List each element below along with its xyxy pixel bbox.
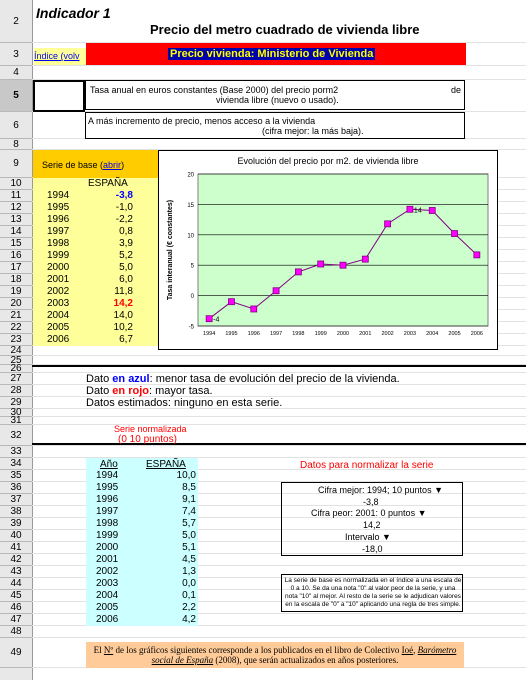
base-year: 2006 <box>47 334 70 345</box>
row-number[interactable]: 19 <box>0 286 32 298</box>
best-value: -3,8 <box>363 497 379 507</box>
normalized-year: 2000 <box>96 542 119 553</box>
description-de: de <box>451 85 462 95</box>
row-number[interactable]: 22 <box>0 322 32 334</box>
row-number[interactable]: 38 <box>0 506 32 518</box>
row-number[interactable]: 2 <box>0 0 32 43</box>
row-number[interactable]: 8 <box>0 139 32 150</box>
table-row <box>33 238 163 250</box>
base-year: 2002 <box>47 286 70 297</box>
base-value: 0,8 <box>119 226 133 237</box>
row-number[interactable]: 5 <box>0 80 32 112</box>
normalized-year: 2001 <box>96 554 119 565</box>
data-point <box>273 288 279 294</box>
grid-line <box>32 637 526 638</box>
row-number[interactable]: 43 <box>0 566 32 578</box>
data-point <box>429 207 435 213</box>
normalized-value: 2,2 <box>182 602 196 613</box>
row-number[interactable]: 27 <box>0 373 32 385</box>
chart-title: Evolución del precio por m2. de vivienda libre <box>237 156 419 166</box>
base-value: 5,2 <box>119 250 133 261</box>
row-number[interactable]: 48 <box>0 626 32 638</box>
best-label: Cifra mejor: 1994; 10 puntos ▼ <box>318 485 444 495</box>
row-number[interactable]: 14 <box>0 226 32 238</box>
row-number[interactable]: 24 <box>0 346 32 356</box>
x-tick-label: 2006 <box>470 331 483 337</box>
selected-cell[interactable] <box>33 80 85 112</box>
row-number[interactable]: 11 <box>0 190 32 202</box>
x-tick-label: 2002 <box>381 331 394 337</box>
normalized-value: 5,0 <box>182 530 196 541</box>
row-number[interactable]: 4 <box>0 66 32 80</box>
row-number[interactable]: 13 <box>0 214 32 226</box>
x-tick-label: 1995 <box>225 331 238 337</box>
base-value: -3,8 <box>115 190 133 201</box>
table-row <box>86 482 198 494</box>
normalized-year: 1998 <box>96 518 119 529</box>
base-year: 2000 <box>47 262 70 273</box>
y-tick-label: 0 <box>190 294 194 301</box>
row-number[interactable]: 39 <box>0 518 32 530</box>
table-row <box>33 310 163 322</box>
normalized-value: 1,3 <box>182 566 196 577</box>
base-year: 1999 <box>47 250 70 261</box>
data-label: -4 <box>213 316 220 324</box>
normalized-value: 7,4 <box>182 506 196 517</box>
grid-line <box>32 65 526 66</box>
table-row <box>33 298 163 310</box>
row-number[interactable]: 42 <box>0 554 32 566</box>
x-tick-label: 1999 <box>314 331 327 337</box>
description-line1: Tasa anual en euros constantes (Base 2000) del precio porm2 <box>90 85 339 95</box>
note-red: Dato en rojo: mayor tasa. <box>86 385 213 397</box>
row-number[interactable]: 46 <box>0 602 32 614</box>
row-number[interactable]: 32 <box>0 425 32 446</box>
base-year: 1995 <box>47 202 70 213</box>
table-row <box>33 286 163 298</box>
normalized-year: 2002 <box>96 566 119 577</box>
worst-dropdown-icon[interactable]: ▼ <box>417 508 427 518</box>
table-row <box>33 274 163 286</box>
data-point <box>295 269 301 275</box>
row-number[interactable]: 45 <box>0 590 32 602</box>
row-number[interactable]: 25 <box>0 356 32 365</box>
normalized-year: 2004 <box>96 590 119 601</box>
base-year: 2004 <box>47 310 70 321</box>
y-axis-label: Tasa interanual (€ constantes) <box>167 199 174 301</box>
normalized-value: 5,1 <box>182 542 196 553</box>
table-row <box>86 518 198 530</box>
normalized-value: 10,0 <box>176 470 196 481</box>
normalized-year: 1994 <box>96 470 119 481</box>
row-number[interactable]: 6 <box>0 112 32 139</box>
footer-note: El Nº de los gráficos siguientes corresponde a los publicados en el libro de Colectivo Ioé, Barómetro social de España (2008), que serán actualizados en años posteriores. <box>86 642 464 668</box>
table-row <box>86 554 198 566</box>
data-point <box>452 231 458 237</box>
normalize-panel-title: Datos para normalizar la serie <box>300 460 434 471</box>
normalized-value: 9,1 <box>182 494 196 505</box>
row-number[interactable]: 18 <box>0 274 32 286</box>
row-number[interactable]: 33 <box>0 446 32 458</box>
data-point <box>251 306 257 312</box>
normalized-year: 2005 <box>96 602 119 613</box>
row-number[interactable]: 41 <box>0 542 32 554</box>
table-row <box>33 190 163 202</box>
row-number[interactable]: 20 <box>0 298 32 310</box>
table-row <box>33 250 163 262</box>
normalized-value: 4,5 <box>182 554 196 565</box>
base-value: -2,2 <box>115 214 133 225</box>
normalized-value: 0,0 <box>182 578 196 589</box>
table-row <box>33 334 163 346</box>
normalized-value: 4,2 <box>182 614 196 625</box>
index-link[interactable]: Índice (volv <box>34 48 86 65</box>
data-point <box>474 252 480 258</box>
best-dropdown-icon[interactable]: ▼ <box>434 485 444 495</box>
y-tick-label: 20 <box>187 172 194 179</box>
table-row <box>86 530 198 542</box>
note-line2: (cifra mejor: la más baja). <box>262 126 364 136</box>
row-number[interactable]: 26 <box>0 365 32 373</box>
worst-value: 14,2 <box>363 520 381 530</box>
interval-dropdown-icon[interactable]: ▼ <box>382 532 391 542</box>
row-number[interactable]: 31 <box>0 417 32 425</box>
table-row <box>33 262 163 274</box>
note-blue: Dato en azul: menor tasa de evolución del precio de la vivienda. <box>86 373 400 385</box>
table-row <box>86 506 198 518</box>
base-year: 1997 <box>47 226 70 237</box>
base-series-label: Serie de base (abrir) <box>42 160 125 170</box>
table-row <box>86 470 198 482</box>
base-value: 14,2 <box>113 298 133 309</box>
x-tick-label: 2003 <box>403 331 417 337</box>
data-point <box>340 262 346 268</box>
normalized-year: 1995 <box>96 482 119 493</box>
x-tick-label: 1997 <box>269 331 283 337</box>
grid-line <box>32 445 526 446</box>
normalized-col-year: Año <box>100 459 118 470</box>
base-year: 2003 <box>47 298 70 309</box>
description-line2: vivienda libre (nuevo o usado). <box>216 95 339 105</box>
base-value: 14,0 <box>113 310 133 321</box>
base-col-espana: ESPAÑA <box>88 178 128 189</box>
row-number[interactable]: 28 <box>0 385 32 397</box>
base-value: 3,9 <box>119 238 133 249</box>
note-line1: A más incremento de precio, menos acceso a la vivienda <box>88 116 316 126</box>
row-number[interactable]: 40 <box>0 530 32 542</box>
table-row <box>86 578 198 590</box>
data-point <box>385 221 391 227</box>
separator-bottom <box>32 443 526 445</box>
normalized-year: 1999 <box>96 530 119 541</box>
base-value: 10,2 <box>113 322 133 333</box>
sheet-title: Indicador 1 <box>36 5 111 21</box>
base-value: 5,0 <box>119 262 133 273</box>
data-point <box>206 316 212 322</box>
table-row <box>86 602 198 614</box>
table-row <box>33 226 163 238</box>
base-year: 2005 <box>47 322 70 333</box>
separator-top <box>32 365 526 367</box>
table-row <box>86 494 198 506</box>
price-chart <box>158 150 498 350</box>
normalized-value: 5,7 <box>182 518 196 529</box>
row-number[interactable]: 34 <box>0 458 32 470</box>
row-number[interactable]: 17 <box>0 262 32 274</box>
table-row <box>33 322 163 334</box>
row-number[interactable]: 35 <box>0 470 32 482</box>
y-tick-label: -5 <box>188 324 194 331</box>
data-point <box>318 261 324 267</box>
x-tick-label: 1996 <box>247 331 260 337</box>
x-tick-label: 1998 <box>292 331 305 337</box>
base-value: 6,0 <box>119 274 133 285</box>
row-number[interactable]: 36 <box>0 482 32 494</box>
y-tick-label: 15 <box>187 202 194 209</box>
grid-line <box>32 416 526 417</box>
row-number[interactable]: 16 <box>0 250 32 262</box>
row-number[interactable]: 15 <box>0 238 32 250</box>
data-label: 14 <box>413 207 422 215</box>
row-number[interactable]: 23 <box>0 334 32 346</box>
normalized-year: 2003 <box>96 578 119 589</box>
data-point <box>228 299 234 305</box>
banner-text: Precio vivienda: Ministerio de Vivienda <box>170 48 374 60</box>
data-point <box>362 256 368 262</box>
row-number[interactable]: 37 <box>0 494 32 506</box>
x-tick-label: 2004 <box>426 331 439 337</box>
row-number[interactable]: 9 <box>0 150 32 178</box>
note-estimated: Datos estimados: ninguno en esta serie. <box>86 397 283 409</box>
row-number[interactable]: 44 <box>0 578 32 590</box>
interval-label: Intervalo ▼ <box>345 532 391 542</box>
x-tick-label: 2001 <box>359 331 372 337</box>
base-year: 1996 <box>47 214 70 225</box>
row-number[interactable]: 47 <box>0 614 32 626</box>
data-point <box>407 206 413 212</box>
table-row <box>86 590 198 602</box>
row-number[interactable]: 21 <box>0 310 32 322</box>
normalized-value: 8,5 <box>182 482 196 493</box>
base-value: -1,0 <box>115 202 133 213</box>
normalized-value: 0,1 <box>182 590 196 601</box>
x-tick-label: 2005 <box>448 331 461 337</box>
row-number[interactable]: 10 <box>0 178 32 190</box>
y-tick-label: 10 <box>187 233 194 240</box>
x-tick-label: 1994 <box>203 331 216 337</box>
base-value: 11,8 <box>114 286 133 297</box>
explanation-text: La serie de base es normalizada en el índice a una escala de 0 a 10. Se da una nota "0" al valor peor de la serie, y una nota "10" al mejor. Al resto de la serie se le adjudican valores en la escala de "0" a "10" aplicando una regla de tres simple. <box>284 577 462 608</box>
table-row <box>33 202 163 214</box>
grid-line <box>32 424 526 425</box>
table-row <box>86 542 198 554</box>
row-number[interactable]: 49 <box>0 638 32 668</box>
y-tick-label: 5 <box>190 263 194 270</box>
x-tick-label: 2000 <box>336 331 350 337</box>
row-number[interactable]: 29 <box>0 397 32 409</box>
base-year: 1998 <box>47 238 70 249</box>
worst-label: Cifra peor: 2001: 0 puntos ▼ <box>311 508 427 518</box>
grid-line <box>32 355 526 356</box>
base-value: 6,7 <box>119 334 133 345</box>
table-row <box>33 214 163 226</box>
base-year: 1994 <box>47 190 70 201</box>
plot-area <box>198 174 488 326</box>
table-row <box>86 614 198 626</box>
normalized-year: 2006 <box>96 614 119 625</box>
normalized-title: Serie normalizada <box>114 424 187 434</box>
normalized-year: 1996 <box>96 494 119 505</box>
normalized-col-espana: ESPAÑA <box>146 459 186 470</box>
open-link[interactable]: abrir <box>103 160 122 170</box>
row-number[interactable]: 12 <box>0 202 32 214</box>
normalized-subtitle: (0 10 puntos) <box>118 434 177 445</box>
row-number[interactable]: 3 <box>0 43 32 66</box>
base-year: 2001 <box>47 274 70 285</box>
row-number[interactable]: 30 <box>0 409 32 417</box>
sheet-heading: Precio del metro cuadrado de vivienda libre <box>150 22 420 37</box>
normalized-year: 1997 <box>96 506 119 517</box>
table-row <box>86 566 198 578</box>
interval-value: -18,0 <box>362 544 383 554</box>
